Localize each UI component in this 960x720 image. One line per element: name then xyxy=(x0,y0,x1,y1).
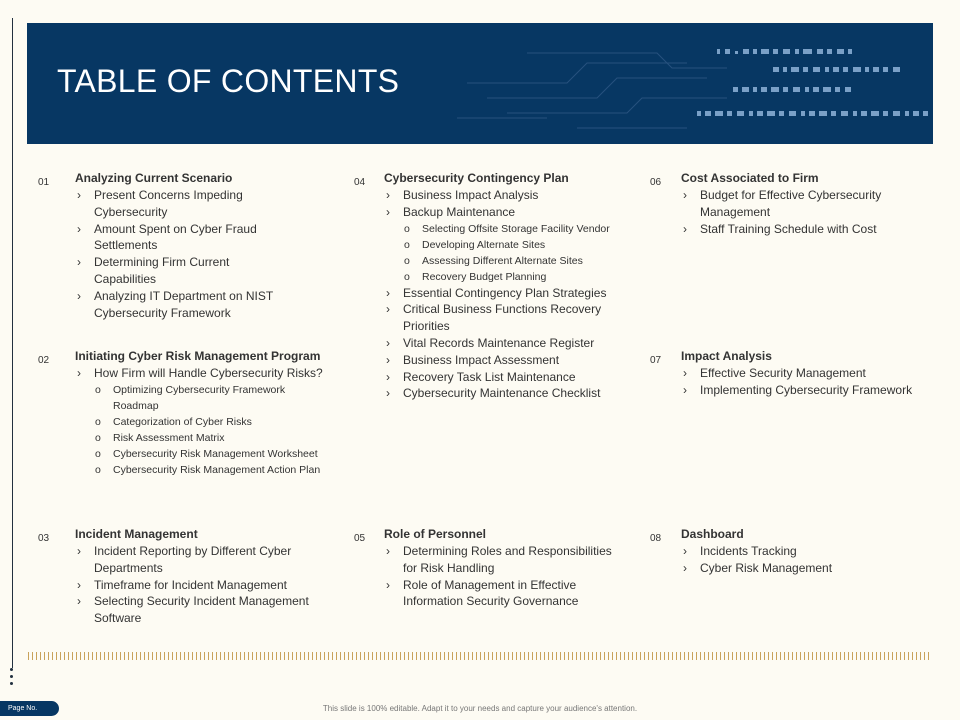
list-item: › Cyber Risk Management xyxy=(681,560,906,577)
list-item: › Effective Security Management xyxy=(681,365,943,382)
hatched-divider xyxy=(28,652,930,660)
sub-list-item: o Recovery Budget Planning xyxy=(384,269,646,285)
list-item: › Business Impact Assessment xyxy=(384,352,624,369)
sub-list-item: o Cybersecurity Risk Management Worksheet xyxy=(75,446,335,462)
sub-list-item: o Assessing Different Alternate Sites xyxy=(384,253,646,269)
list-item: › Role of Management in Effective Information Security Governance xyxy=(384,577,629,611)
section-number: 01 xyxy=(38,177,50,188)
section-title: Cybersecurity Contingency Plan xyxy=(384,171,569,185)
section-number: 07 xyxy=(650,355,662,366)
section-number: 06 xyxy=(650,177,662,188)
left-vertical-rule xyxy=(12,18,13,668)
list-item-label: How Firm will Handle Cybersecurity Risks? xyxy=(94,366,323,380)
list-item: › Analyzing IT Department on NIST Cybersecurity Framework xyxy=(75,288,290,322)
section-title: Dashboard xyxy=(681,527,744,541)
section-title: Analyzing Current Scenario xyxy=(75,171,233,185)
list-item-label: Backup Maintenance xyxy=(403,204,516,219)
list-item: › Determining Roles and Responsibilities for Risk Handling xyxy=(384,543,629,577)
toc-section-06 xyxy=(650,170,940,237)
toc-section-07 xyxy=(650,348,945,399)
list-item xyxy=(384,204,624,285)
list-item: › Critical Business Functions Recovery Priorities xyxy=(384,301,624,335)
left-dots-decoration xyxy=(10,668,14,689)
list-item: › Budget for Effective Cybersecurity Management xyxy=(681,187,906,221)
list-item: › Present Concerns Impeding Cybersecurity xyxy=(75,187,290,221)
list-item: › Incident Reporting by Different Cyber Departments xyxy=(75,543,330,577)
list-item: › Implementing Cybersecurity Framework xyxy=(681,382,943,399)
section-title: Initiating Cyber Risk Management Program xyxy=(75,349,321,363)
toc-section-08 xyxy=(650,526,940,577)
circuit-pattern-icon xyxy=(427,23,933,144)
section-title: Incident Management xyxy=(75,527,198,541)
footer-note: This slide is 100% editable. Adapt it to your needs and capture your audience's attention. xyxy=(322,704,638,713)
section-number: 04 xyxy=(354,177,366,188)
list-item: › Recovery Task List Maintenance xyxy=(384,369,624,386)
toc-section-03 xyxy=(38,526,338,627)
section-title: Impact Analysis xyxy=(681,349,772,363)
sub-list-item: o Developing Alternate Sites xyxy=(384,237,646,253)
list-item: › Amount Spent on Cyber Fraud Settlements xyxy=(75,221,290,255)
page-number-badge: Page No. xyxy=(0,701,59,716)
sub-list-item: o Risk Assessment Matrix xyxy=(75,430,335,446)
toc-section-02 xyxy=(38,348,358,478)
toc-section-01 xyxy=(38,170,328,321)
sub-list-item: o Cybersecurity Risk Management Action Plan xyxy=(75,462,335,478)
list-item: › Determining Firm Current Capabilities xyxy=(75,254,290,288)
list-item xyxy=(75,365,357,478)
sub-list-item: o Selecting Offsite Storage Facility Vendor xyxy=(384,221,646,237)
page-title: TABLE OF CONTENTS xyxy=(57,63,400,99)
list-item: › Incidents Tracking xyxy=(681,543,906,560)
list-item: › Cybersecurity Maintenance Checklist xyxy=(384,385,624,402)
list-item: › Staff Training Schedule with Cost xyxy=(681,221,906,238)
section-number: 08 xyxy=(650,533,662,544)
section-number: 02 xyxy=(38,355,50,366)
sub-list-item: o Categorization of Cyber Risks xyxy=(75,414,335,430)
section-title: Cost Associated to Firm xyxy=(681,171,819,185)
toc-section-05 xyxy=(354,526,644,610)
toc-section-04 xyxy=(354,170,644,402)
list-item: › Vital Records Maintenance Register xyxy=(384,335,624,352)
list-item: › Timeframe for Incident Management xyxy=(75,577,330,594)
list-item: › Selecting Security Incident Management Software xyxy=(75,593,330,627)
section-number: 03 xyxy=(38,533,50,544)
title-banner xyxy=(27,23,933,144)
section-number: 05 xyxy=(354,533,366,544)
list-item: › Essential Contingency Plan Strategies xyxy=(384,285,624,302)
list-item: › Business Impact Analysis xyxy=(384,187,624,204)
section-title: Role of Personnel xyxy=(384,527,487,541)
sub-list-item: o Optimizing Cybersecurity Framework Roadmap xyxy=(75,382,293,414)
